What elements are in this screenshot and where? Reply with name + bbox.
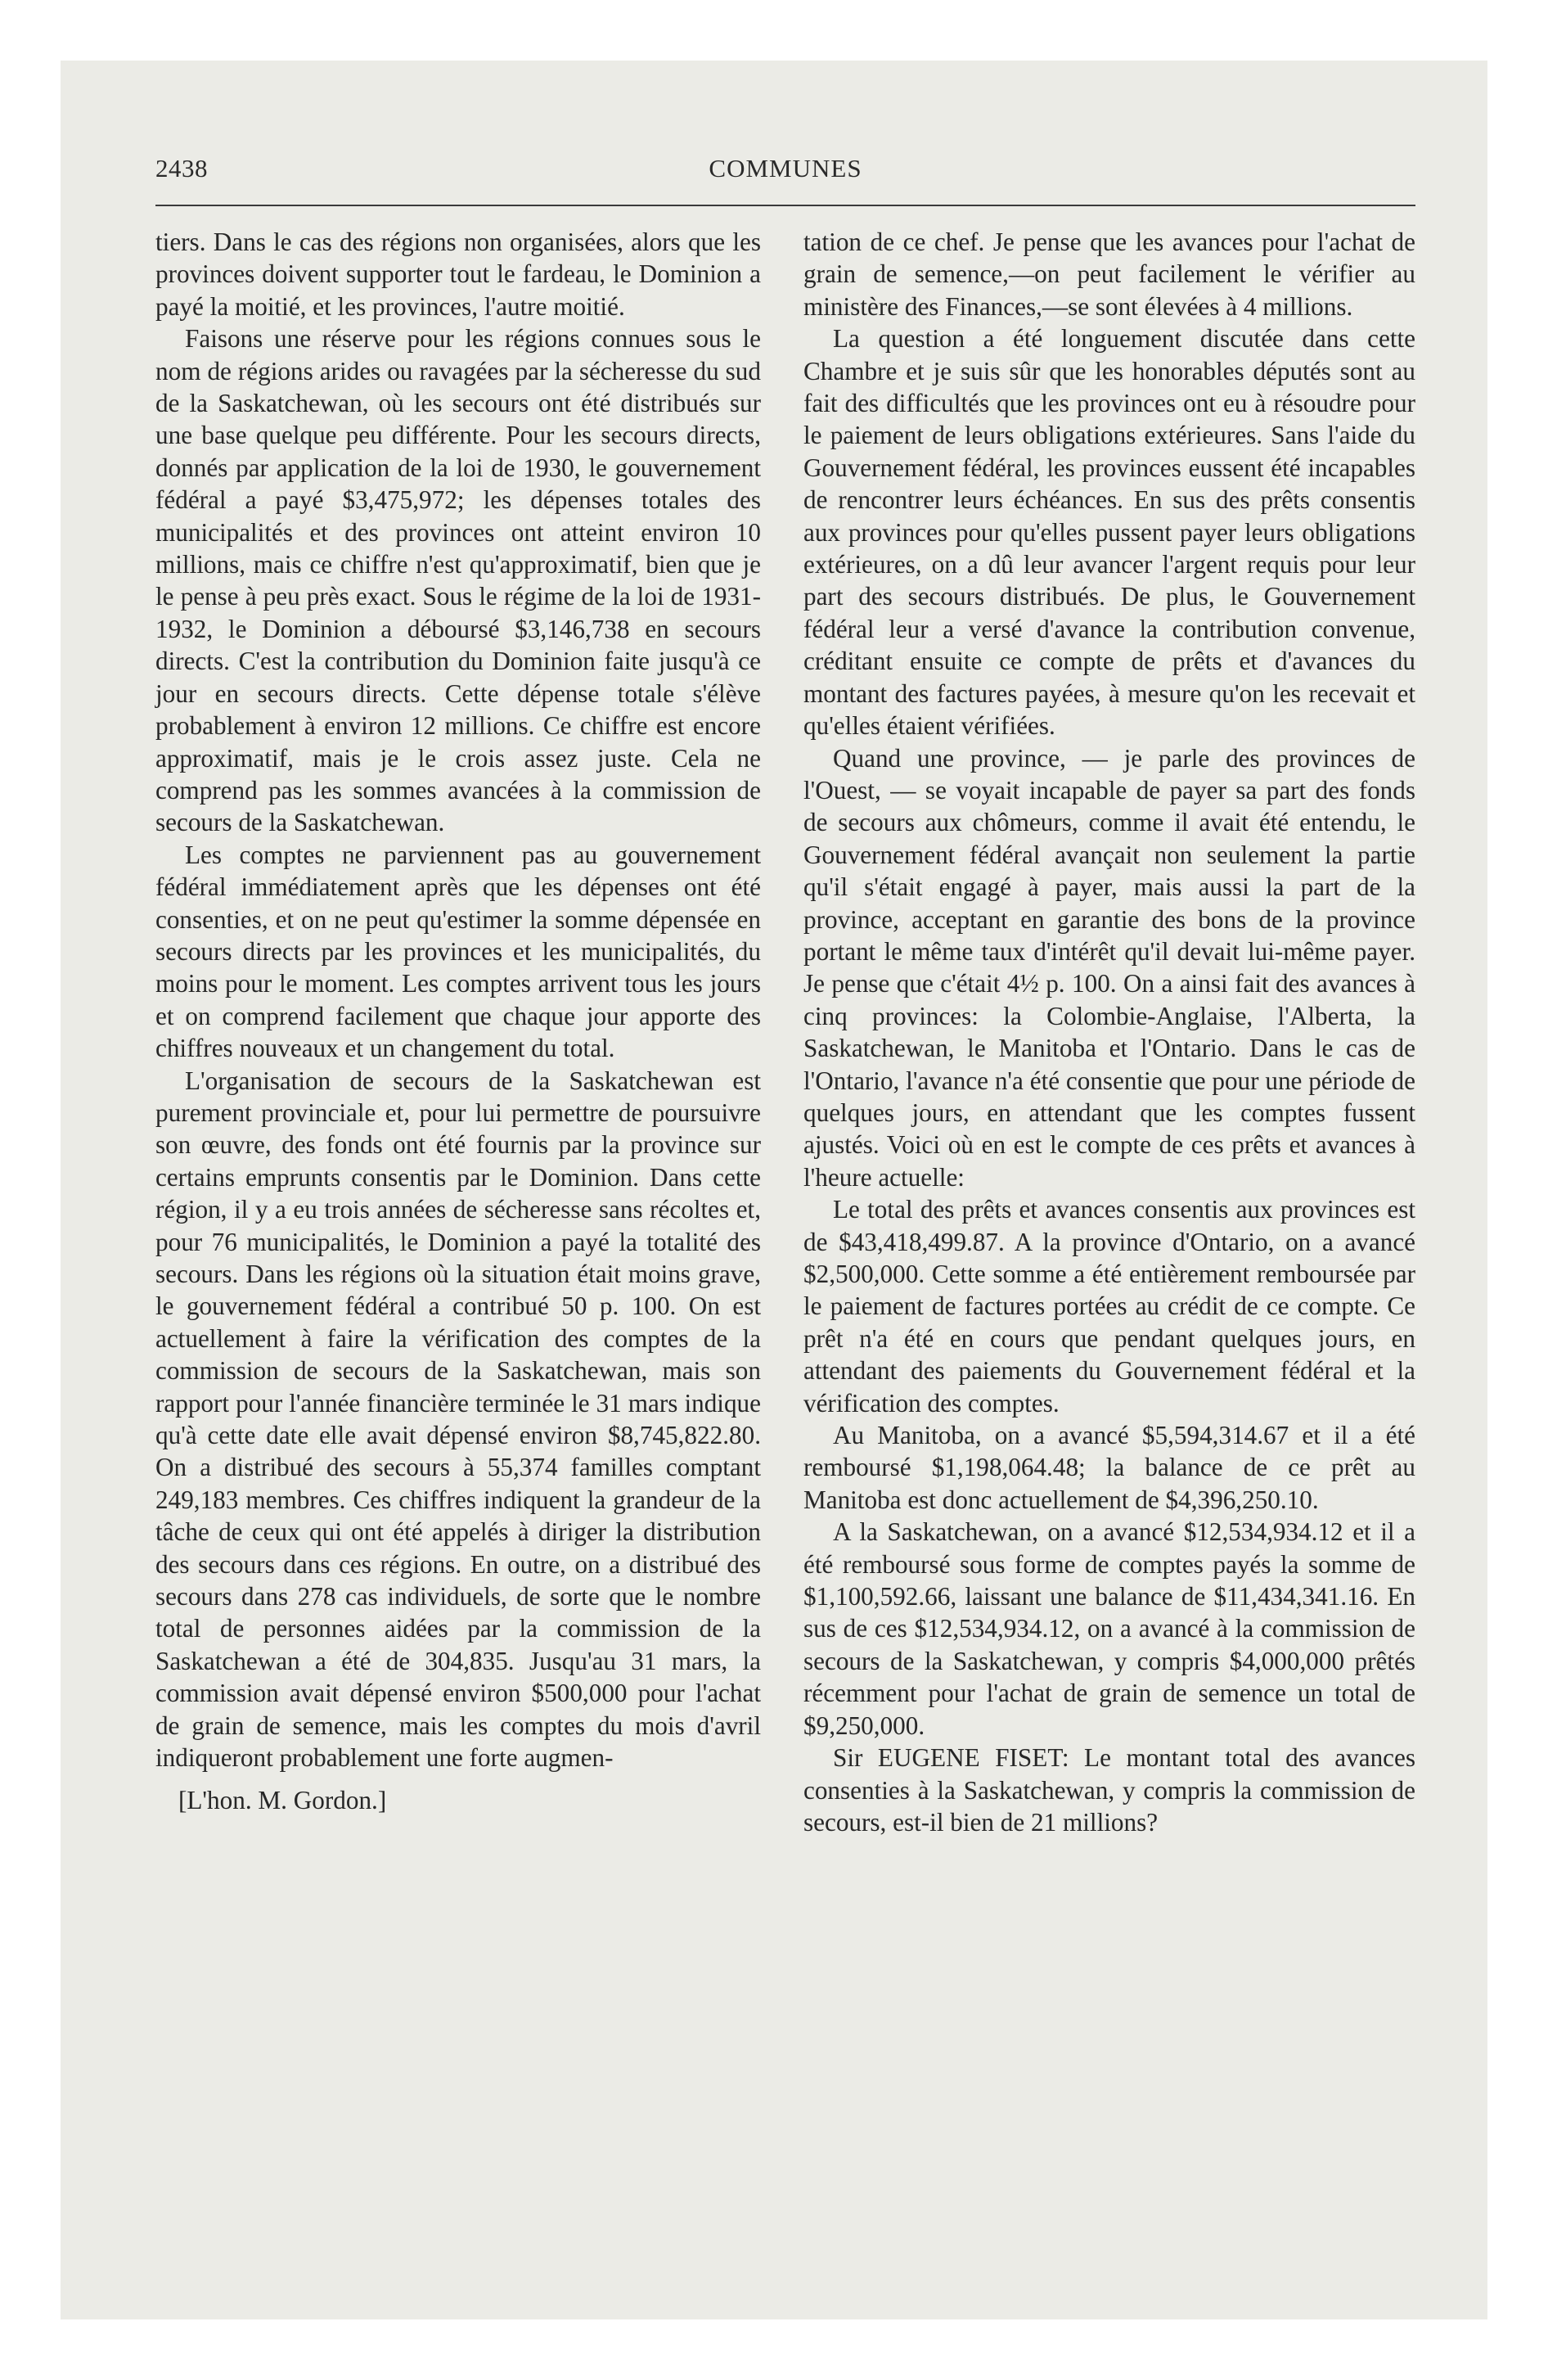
paragraph: Faisons une réserve pour les régions connues sous le nom de régions arides ou ravagées par la sécheresse du sud de la Saskatchewan, où les secours ont été distribués sur une base quelque peu différente. Pour les secours directs, donnés par application de la loi de 1930, le gouvernement fédéral a payé $3,475,972; les dépenses totales des municipalités et des provinces ont atteint environ 10 millions, mais ce chiffre n'est qu'approximatif, bien que je le pense à peu près exact. Sous le régime de la loi de 1931-1932, le Dominion a déboursé $3,146,738 en secours directs. C'est la contribution du Dominion faite jusqu'à ce jour en secours directs. Cette dépense totale s'élève probablement à environ 12 millions. Ce chiffre est encore approximatif, mais je le crois assez juste. Cela ne comprend pas les sommes avancées à la commission de secours de la Saskatchewan. [155,324,761,837]
speaker-attribution: [L'hon. M. Gordon.] [178,1785,387,1814]
page-number: 2438 [155,154,208,183]
paragraph: Quand une province, — je parle des provinces de l'Ouest, — se voyait incapable de payer sa part des fonds de secours aux chômeurs, comme il avait été entendu, le Gouvernement fédéral avançait non seulement la partie qu'il s'était engagé à payer, mais aussi la part de la province, acceptant en garantie des bons de la province portant le même taux d'intérêt qu'il devait lui-même payer. Je pense que c'était 4½ p. 100. On a ainsi fait des avances à cinq provinces: la Colombie-Anglaise, l'Alberta, la Saskatchewan, le Manitoba et l'Ontario. Dans le cas de l'Ontario, l'avance n'a été consentie que pour une période de quelques jours, en attendant que les comptes fussent ajustés. Voici où en est le compte de ces prêts et avances à l'heure actuelle: [803,743,1415,1192]
paragraph: A la Saskatchewan, on a avancé $12,534,934.12 et il a été remboursé sous forme de comptes payés la somme de $1,100,592.66, laissant une balance de $11,434,341.16. En sus de ces $12,534,934.12, on a avancé à la commission de secours de la Saskatchewan, y compris $4,000,000 prêtés récemment pour l'achat de grain de semence un total de $9,250,000. [803,1517,1415,1740]
paragraph: Au Manitoba, on a avancé $5,594,314.67 et il a été remboursé $1,198,064.48; la balance de ce prêt au Manitoba est donc actuellement de $4,396,250.10. [803,1421,1415,1514]
paragraph: Sir EUGENE FISET: Le montant total des avances consenties à la Saskatchewan, y compris la commission de secours, est-il bien de 21 millions? [803,1743,1415,1837]
right-column [803,226,1415,1838]
left-column [155,226,761,1816]
paragraph: La question a été longuement discutée dans cette Chambre et je suis sûr que les honorables députés sont au fait des difficultés que les provinces ont eu à résoudre pour le paiement de leurs obligations extérieures. Sans l'aide du Gouvernement fédéral, les provinces eussent été incapables de rencontrer leurs échéances. En sus des prêts consentis aux provinces pour qu'elles pussent payer leurs obligations extérieures, on a dû leur avancer l'argent requis pour leur part des secours distribués. De plus, le Gouvernement fédéral leur a versé d'avance la contribution convenue, créditant ensuite ce compte de prêts et d'avances du montant des factures payées, à mesure qu'on les recevait et qu'elles étaient vérifiées. [803,324,1415,741]
paragraph: tation de ce chef. Je pense que les avances pour l'achat de grain de semence,—on peut facilement le vérifier au ministère des Finances,—se sont élevées à 4 millions. [803,228,1415,321]
running-head: COMMUNES [709,154,862,183]
header-divider [155,205,1415,206]
paragraph: Les comptes ne parviennent pas au gouvernement fédéral immédiatement après que les dépenses ont été consenties, et on ne peut qu'estimer la somme dépensée en secours directs par les provinces et les municipalités, du moins pour le moment. Les comptes arrivent tous les jours et on comprend facilement que chaque jour apporte des chiffres nouveaux et un changement du total. [155,840,761,1063]
page-header [155,154,1415,187]
paragraph: Le total des prêts et avances consentis aux provinces est de $43,418,499.87. A la province d'Ontario, on a avancé $2,500,000. Cette somme a été entièrement remboursée par le paiement de factures portées au crédit de ce compte. Ce prêt n'a été en cours que pendant quelques jours, en attendant des paiements du Gouvernement fédéral et la vérification des comptes. [803,1195,1415,1418]
paragraph: L'organisation de secours de la Saskatchewan est purement provinciale et, pour lui permettre de poursuivre son œuvre, des fonds ont été fournis par la province sur certains emprunts consentis par le Dominion. Dans cette région, il y a eu trois années de sécheresse sans récoltes et, pour 76 municipalités, le Dominion a payé la totalité des secours. Dans les régions où la situation était moins grave, le gouvernement fédéral a contribué 50 p. 100. On est actuellement à faire la vérification des comptes de la commission de secours de la Saskatchewan, mais son rapport pour l'année financière terminée le 31 mars indique qu'à cette date elle avait dépensé environ $8,745,822.80. On a distribué des secours à 55,374 familles comptant 249,183 membres. Ces chiffres indiquent la grandeur de la tâche de ceux qui ont été appelés à diriger la distribution des secours dans ces régions. En outre, on a distribué des secours dans 278 cas individuels, de sorte que le nombre total de personnes aidées par la commission de la Saskatchewan a été de 304,835. Jusqu'au 31 mars, la commission avait dépensé environ $500,000 pour l'achat de grain de semence, mais les comptes du mois d'avril indiqueront probablement une forte augmen- [155,1066,761,1773]
paragraph: tiers. Dans le cas des régions non organisées, alors que les provinces doivent supporter tout le fardeau, le Dominion a payé la moitié, et les provinces, l'autre moitié. [155,228,761,321]
